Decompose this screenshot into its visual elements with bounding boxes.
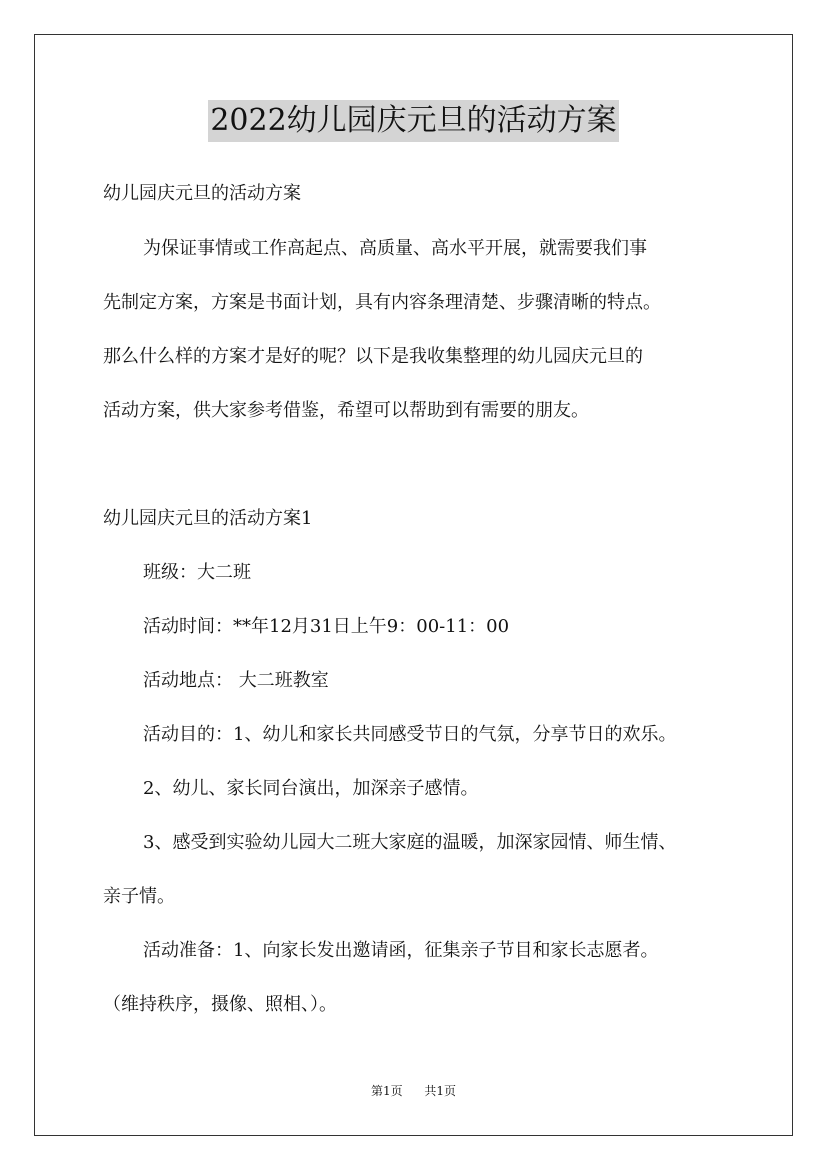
prep-line-2: （维持秩序，摄像、照相、）。 [103,994,337,1015]
intro-line-4: 活动方案，供大家参考借鉴，希望可以帮助到有需要的朋友。 [103,400,589,421]
page-footer [0,1083,827,1099]
goal-line-3b: 亲子情。 [103,886,175,907]
intro-line-2: 先制定方案，方案是书面计划，具有内容条理清楚、步骤清晰的特点。 [103,292,661,313]
document-title: 2022幼儿园庆元旦的活动方案 [208,100,618,142]
time-line: 活动时间：**年12月31日上午9：00-11：00 [143,616,510,637]
goal-line-1: 活动目的：1、幼儿和家长共同感受节日的气氛，分享节日的欢乐。 [143,724,677,745]
page-total: 共1页 [424,1084,456,1098]
section-heading: 幼儿园庆元旦的活动方案1 [103,508,313,529]
prep-line-1: 活动准备：1、向家长发出邀请函，征集亲子节目和家长志愿者。 [143,940,659,961]
title-container [0,100,827,142]
page-number: 第1页 [371,1084,403,1098]
class-line: 班级：大二班 [143,562,251,583]
intro-line-1: 为保证事情或工作高起点、高质量、高水平开展，就需要我们事 [143,238,647,259]
goal-line-2: 2、幼儿、家长同台演出，加深亲子感情。 [143,778,479,799]
goal-line-3a: 3、感受到实验幼儿园大二班大家庭的温暖，加深家园情、师生情、 [143,832,677,853]
document-subtitle: 幼儿园庆元旦的活动方案 [103,183,301,204]
intro-line-3: 那么什么样的方案才是好的呢？以下是我收集整理的幼儿园庆元旦的 [103,346,643,367]
place-line: 活动地点： 大二班教室 [143,670,329,691]
